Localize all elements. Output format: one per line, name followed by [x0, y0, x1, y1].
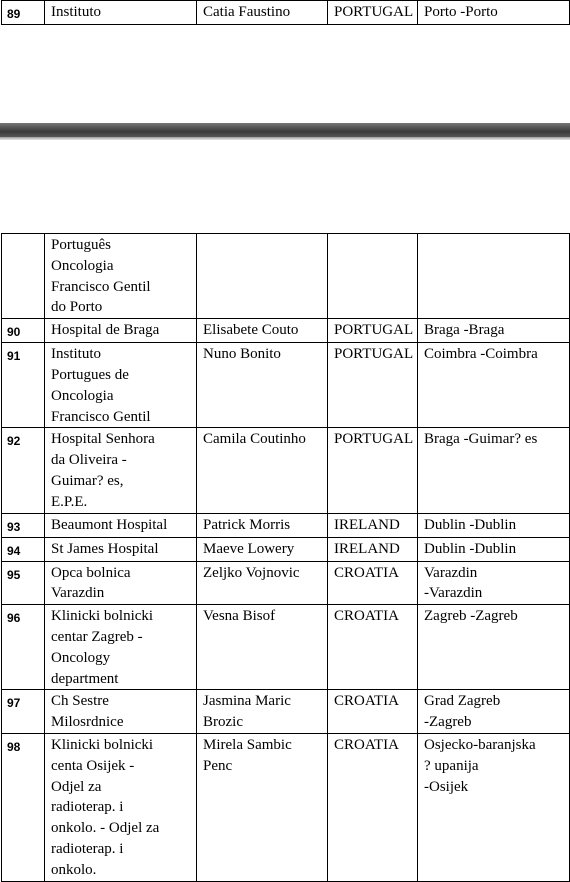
investigator-name-cell: Camila Coutinho	[197, 428, 328, 513]
site-number-cell: 94	[2, 537, 45, 561]
city-cell: Grad Zagreb -Zagreb	[418, 690, 570, 734]
page-break-divider	[0, 123, 570, 137]
site-number-cell: 89	[2, 1, 45, 25]
institution-name-cell: St James Hospital	[45, 537, 197, 561]
country-cell: CROATIA	[328, 561, 418, 605]
table-row	[2, 319, 570, 343]
city-cell: Coimbra -Coimbra	[418, 343, 570, 428]
site-number-cell: 98	[2, 733, 45, 881]
country-cell: IRELAND	[328, 513, 418, 537]
institution-name-cell: Instituto	[45, 1, 197, 25]
site-number-cell: 96	[2, 605, 45, 690]
table-row	[2, 733, 570, 881]
investigator-name-cell: Nuno Bonito	[197, 343, 328, 428]
city-cell	[418, 234, 570, 319]
site-number-cell: 97	[2, 690, 45, 734]
site-number-cell: 95	[2, 561, 45, 605]
institution-name-cell: Opca bolnica Varazdin	[45, 561, 197, 605]
investigator-name-cell	[197, 234, 328, 319]
sites-table	[1, 233, 570, 882]
institution-name-cell: Instituto Portugues de Oncologia Francisco Gentil	[45, 343, 197, 428]
city-cell: Varazdin -Varazdin	[418, 561, 570, 605]
country-cell: PORTUGAL	[328, 1, 418, 25]
city-cell: Dublin -Dublin	[418, 537, 570, 561]
institution-name-cell: Klinicki bolnicki centar Zagreb - Oncology department	[45, 605, 197, 690]
investigator-name-cell: Elisabete Couto	[197, 319, 328, 343]
country-cell: CROATIA	[328, 690, 418, 734]
city-cell: Porto -Porto	[418, 1, 570, 25]
sites-table-top	[1, 0, 570, 25]
table-row	[2, 428, 570, 513]
investigator-name-cell: Zeljko Vojnovic	[197, 561, 328, 605]
country-cell: PORTUGAL	[328, 343, 418, 428]
table-row	[2, 1, 570, 25]
city-cell: Braga -Braga	[418, 319, 570, 343]
table-row	[2, 343, 570, 428]
country-cell: CROATIA	[328, 605, 418, 690]
country-cell: CROATIA	[328, 733, 418, 881]
city-cell: Osjecko-baranjska ? upanija -Osijek	[418, 733, 570, 881]
site-number-cell: 92	[2, 428, 45, 513]
city-cell: Dublin -Dublin	[418, 513, 570, 537]
country-cell: IRELAND	[328, 537, 418, 561]
site-number-cell: 93	[2, 513, 45, 537]
country-cell: PORTUGAL	[328, 428, 418, 513]
table-row	[2, 513, 570, 537]
table-row	[2, 605, 570, 690]
institution-name-cell: Hospital Senhora da Oliveira - Guimar? es, E.P.E.	[45, 428, 197, 513]
investigator-name-cell: Vesna Bisof	[197, 605, 328, 690]
site-number-cell: 90	[2, 319, 45, 343]
institution-name-cell: Beaumont Hospital	[45, 513, 197, 537]
investigator-name-cell: Patrick Morris	[197, 513, 328, 537]
table-row	[2, 561, 570, 605]
table-row	[2, 234, 570, 319]
country-cell	[328, 234, 418, 319]
city-cell: Braga -Guimar? es	[418, 428, 570, 513]
institution-name-cell: Hospital de Braga	[45, 319, 197, 343]
city-cell: Zagreb -Zagreb	[418, 605, 570, 690]
site-number-cell: 91	[2, 343, 45, 428]
investigator-name-cell: Mirela Sambic Penc	[197, 733, 328, 881]
institution-name-cell: Klinicki bolnicki centa Osijek - Odjel za radioterap. i onkolo. - Odjel za radioterap. i onkolo.	[45, 733, 197, 881]
investigator-name-cell: Catia Faustino	[197, 1, 328, 25]
investigator-name-cell: Jasmina Maric Brozic	[197, 690, 328, 734]
institution-name-cell: Ch Sestre Milosrdnice	[45, 690, 197, 734]
site-number-cell	[2, 234, 45, 319]
investigator-name-cell: Maeve Lowery	[197, 537, 328, 561]
table-row	[2, 690, 570, 734]
institution-name-cell: Português Oncologia Francisco Gentil do Porto	[45, 234, 197, 319]
table-row	[2, 537, 570, 561]
country-cell: PORTUGAL	[328, 319, 418, 343]
